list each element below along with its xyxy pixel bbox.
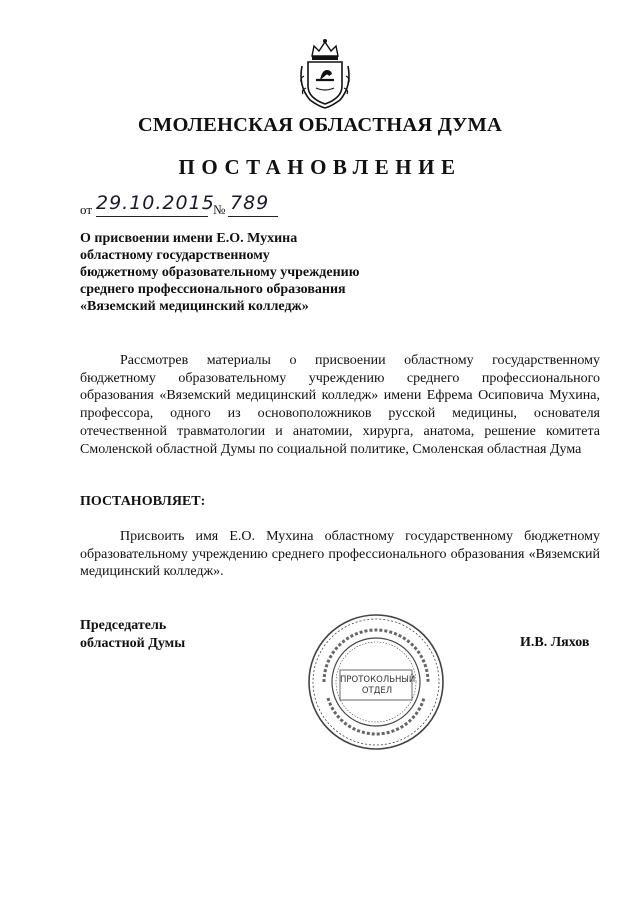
- stamp-inner-line: ОТДЕЛ: [361, 686, 393, 696]
- position-line: Председатель: [80, 618, 167, 633]
- stamp-inner-line: ПРОТОКОЛЬНЫЙ: [340, 675, 416, 685]
- handwritten-date: 29.10.2015: [96, 192, 215, 214]
- subject-line: среднего профессионального образования: [80, 282, 346, 297]
- subject-line: «Вяземский медицинский колледж»: [80, 299, 309, 314]
- position-line: областной Думы: [80, 636, 186, 651]
- subject-line: О присвоении имени Е.О. Мухина: [80, 231, 298, 246]
- org-title: СМОЛЕНСКАЯ ОБЛАСТНАЯ ДУМА: [137, 114, 503, 136]
- date-from-label: от: [80, 202, 93, 217]
- date-number-line: [80, 192, 340, 220]
- subject-line: бюджетному образовательному учреждению: [80, 265, 360, 280]
- signatory-name: И.В. Ляхов: [520, 635, 590, 650]
- resolves-heading: ПОСТАНОВЛЯЕТ:: [80, 494, 206, 509]
- signatory-position: [80, 617, 185, 653]
- date-underline: [96, 216, 208, 217]
- number-label: №: [213, 202, 226, 217]
- stamp-inner-text: [340, 675, 414, 697]
- document-subject: [80, 230, 480, 315]
- document-type: ПОСТАНОВЛЕНИЕ: [178, 155, 462, 179]
- resolution-paragraph: Присвоить имя Е.О. Мухина областному государственному бюджетному образовательному учреждению среднего профессионального образования «Вяземский медицинский колледж».: [80, 529, 600, 580]
- preamble-paragraph: Рассмотрев материалы о присвоении областному государственному бюджетному образовательному учреждению среднего профессионального образования «Вяземский медицинский колледж» имени Ефрема Осиповича Мухина, профессора, одного из основоположников русской медицины, основателя отечественной травматологии и анатомии, хирурга, анатома, решение комитета Смоленской областной Думы по социальной политике, Смоленская областная Дума: [80, 353, 600, 457]
- subject-line: областному государственному: [80, 248, 270, 263]
- coat-of-arms-icon: [294, 36, 356, 110]
- number-underline: [228, 216, 278, 217]
- handwritten-number: 789: [230, 192, 270, 214]
